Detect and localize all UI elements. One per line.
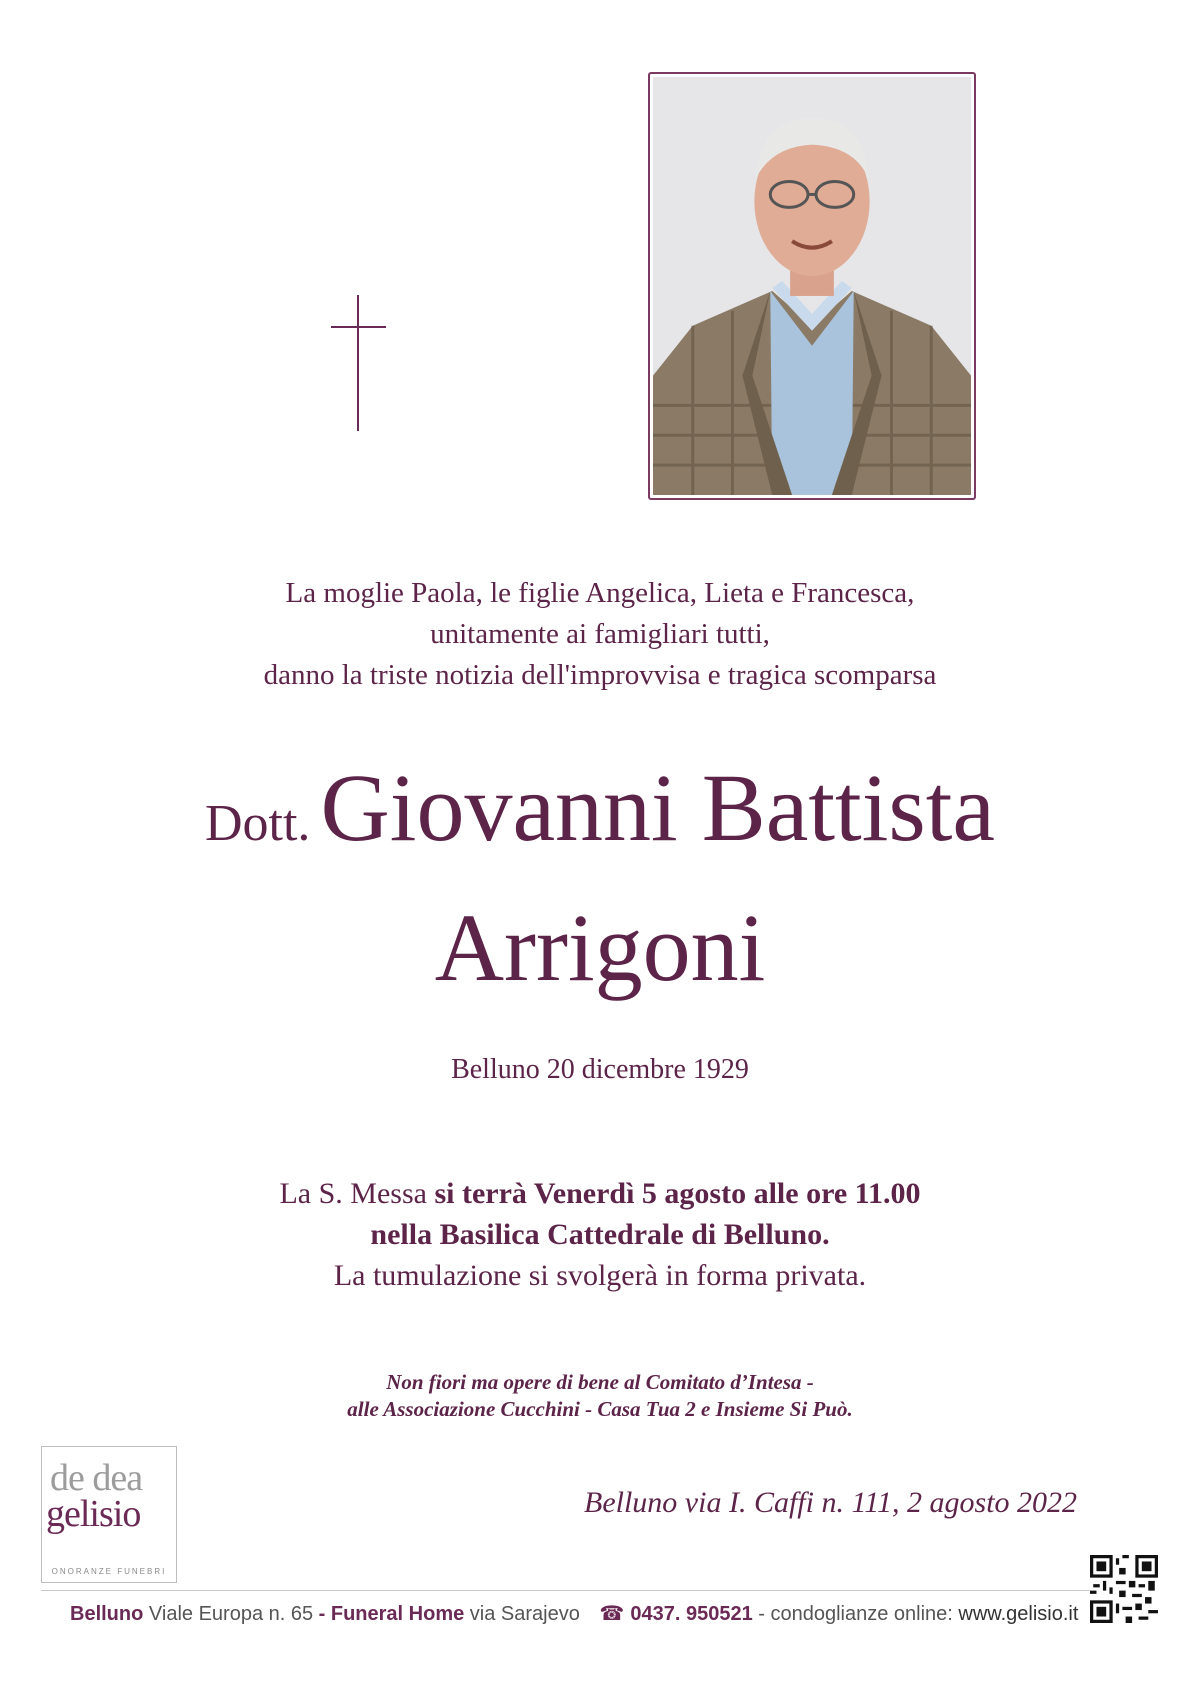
mass-line-1-bold: si terrà Venerdì 5 agosto alle ore 11.00	[434, 1177, 921, 1210]
logo-subtitle: ONORANZE FUNEBRI	[51, 1567, 167, 1576]
announcement-text	[0, 573, 1200, 696]
intro-line: danno la triste notizia dell'improvvisa e tragica scomparsa	[263, 659, 937, 691]
footer-dash: -	[318, 1603, 331, 1625]
mass-line-3: La tumulazione si svolgerà in forma privata.	[333, 1259, 867, 1292]
footer-divider	[41, 1590, 1091, 1591]
surname: Arrigoni	[434, 894, 766, 1001]
portrait-illustration	[653, 77, 971, 495]
mass-line-1	[0, 1173, 1200, 1214]
logo-word-1: de dea	[50, 1457, 143, 1499]
donation-note	[0, 1369, 1200, 1423]
footer-funeral-home-address: via Sarajevo	[464, 1603, 580, 1625]
footer-city: Belluno	[70, 1603, 144, 1625]
donation-line: alle Associazione Cucchini - Casa Tua 2 e Insieme Si Può.	[347, 1397, 853, 1421]
logo-word-2: gelisio	[46, 1493, 141, 1535]
place-and-date: Belluno via I. Caffi n. 111, 2 agosto 2022	[584, 1486, 1078, 1519]
first-name: Giovanni Battista	[320, 754, 996, 861]
intro-line: unitamente ai famigliari tutti,	[430, 618, 770, 650]
mass-info	[0, 1173, 1200, 1296]
mass-line-1-plain: La S. Messa	[279, 1177, 435, 1210]
intro-line: La moglie Paola, le figlie Angelica, Lieta e Francesca,	[285, 577, 915, 609]
telephone-icon: ☎	[599, 1603, 625, 1625]
footer-funeral-home: Funeral Home	[330, 1603, 465, 1625]
footer-contacts	[70, 1601, 1090, 1626]
footer-website-link[interactable]: www.gelisio.it	[958, 1603, 1079, 1625]
footer-address: Viale Europa n. 65	[143, 1603, 319, 1625]
footer-phone: 0437. 950521	[630, 1603, 753, 1625]
title-prefix: Dott.	[204, 795, 311, 852]
funeral-home-logo	[41, 1446, 177, 1583]
mass-line-2	[0, 1214, 1200, 1255]
cross-vertical-bar	[357, 295, 359, 431]
footer-condolences-label: condoglianze online:	[770, 1603, 959, 1625]
deceased-name-line	[0, 754, 1200, 861]
cross-horizontal-bar	[331, 326, 386, 328]
footer-dash: -	[752, 1603, 771, 1625]
donation-line: Non fiori ma opere di bene al Comitato d’Intesa -	[386, 1370, 814, 1394]
qr-code-icon[interactable]	[1090, 1555, 1158, 1623]
mass-line-2-bold: nella Basilica Cattedrale di Belluno.	[370, 1218, 830, 1251]
portrait-photo	[648, 72, 976, 500]
birth-info: Belluno 20 dicembre 1929	[451, 1054, 749, 1085]
